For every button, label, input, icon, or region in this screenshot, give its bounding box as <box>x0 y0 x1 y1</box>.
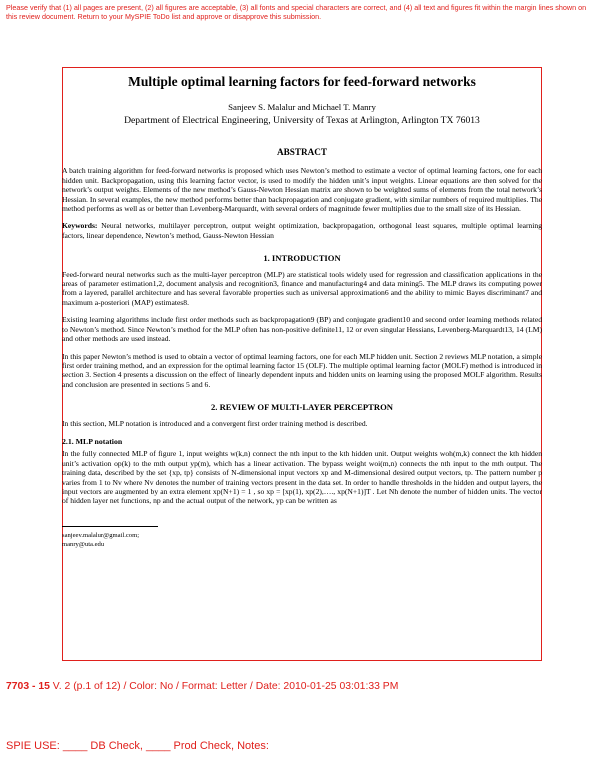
intro-paragraph-2: Existing learning algorithms include first order methods such as backpropagation9 (BP) and conjugate gradient10 and second order learning methods related to Newton’s method. Since Newton’s method for the MLP often has non-positive definite11, 12 or even singular Hessians, Levenberg-Marquardt13, 14 (LM) and other methods are used instead. <box>62 315 542 344</box>
footnote-emails: sanjeev.malalur@gmail.com; manry@uta.edu <box>62 526 158 550</box>
authors: Sanjeev S. Malalur and Michael T. Manry <box>228 102 376 112</box>
abstract-heading: ABSTRACT <box>276 147 328 157</box>
review-paragraph-1: In this section, MLP notation is introduced and a convergent first order training method is described. <box>62 418 368 428</box>
keywords-label: Keywords: <box>62 221 98 231</box>
spie-use-line: SPIE USE: ____ DB Check, ____ Prod Check, Notes: <box>6 740 269 752</box>
affiliation: Department of Electrical Engineering, University of Texas at Arlington, Arlington TX 76013 <box>124 115 480 126</box>
paper-page <box>62 68 542 550</box>
paper-title: Multiple optimal learning factors for feed-forward networks <box>128 74 476 89</box>
notation-heading: 2.1. MLP notation <box>62 436 123 446</box>
intro-paragraph-3: In this paper Newton’s method is used to obtain a vector of optimal learning factors, one for each MLP hidden unit. Section 2 reviews MLP notation, a simple first order training method, and an expression for the optimal learning factor 15 (OLF). The multiple optimal learning factor (MOLF) method is introduced in section 3. Section 4 presents a discussion on the effect of linearly dependent inputs and hidden units on learning using the proposed MOLF algorithm. Results and conclusion are presented in sections 5 and 6. <box>62 351 542 389</box>
review-notice: Please verify that (1) all pages are present, (2) all figures are acceptable, (3) all fonts and special characters are correct, and (4) all text and figures fit within the margin lines shown on this review document. Return to your MySPIE ToDo list and approve or disapprove this submission. <box>6 3 587 21</box>
intro-paragraph-1: Feed-forward neural networks such as the multi-layer perceptron (MLP) are statistical tools widely used for regression and classification applications in the areas of parameter estimation1,2, document analysis and recognition3, finance and manufacturing4 and data mining5. The MLP draws its computing power from a layered, parallel architecture and has several favorable properties such as universal approximation6 and the ability to mimic Bayes discriminant7 and maximum a-posteriori (MAP) estimates8. <box>62 269 542 307</box>
abstract-text: A batch training algorithm for feed-forward networks is proposed which uses Newton’s method to estimate a vector of optimal learning factors, one for each hidden unit. Backpropagation, using this learning factor vector, is used to modify the hidden unit’s input weights. Linear equations are then solved for the network’s output weights. Elements of the new method’s Gauss-Newton Hessian matrix are shown to be weighted sums of elements from the total network’s Hessian. In several examples, the new method performs better than backpropagation and conjugate gradient, with similar numbers of required multiplies. The method performs as well as or better than Levenberg-Marquardt, with several orders of magnitude fewer multiplies due to the small size of its Hessian. <box>62 166 542 214</box>
submission-details: V. 2 (p.1 of 12) / Color: No / Format: Letter / Date: 2010-01-25 03:01:33 PM <box>49 681 399 692</box>
paper-id: 7703 - 15 <box>6 681 50 692</box>
submission-footer <box>6 681 398 692</box>
keywords <box>62 221 542 240</box>
intro-heading: 1. INTRODUCTION <box>263 253 341 264</box>
review-heading: 2. REVIEW OF MULTI-LAYER PERCEPTRON <box>210 402 393 413</box>
keywords-text: Neural networks, multilayer perceptron, output weight optimization, backpropagation, orthogonal least squares, multiple optimal learning factors, linear dependence, Newton’s method, Gauss-Newton Hessian <box>62 221 542 240</box>
notation-paragraph: In the fully connected MLP of figure 1, input weights w(k,n) connect the nth input to the kth hidden unit. Output weights woh(m,k) connect the kth hidden unit’s activation op(k) to the mth output yp(m), which has a linear activation. The bypass weight woi(m,n) connects the nth input to the mth output. The training data, described by the set {xp, tp} consists of N-dimensional input vectors xp and M-dimensional desired output vectors, tp. The pattern number p varies from 1 to Nv where Nv denotes the number of training vectors present in the data set. In order to handle thresholds in the hidden and output layers, the input vectors are augmented by an extra element xp(N+1) = 1 , so xp = [xp(1), xp(2),…., xp(N+1)]T . Let Nh denote the number of hidden units. The vector of hidden layer net functions, np and the actual output of the network, yp can be written as <box>62 449 542 506</box>
